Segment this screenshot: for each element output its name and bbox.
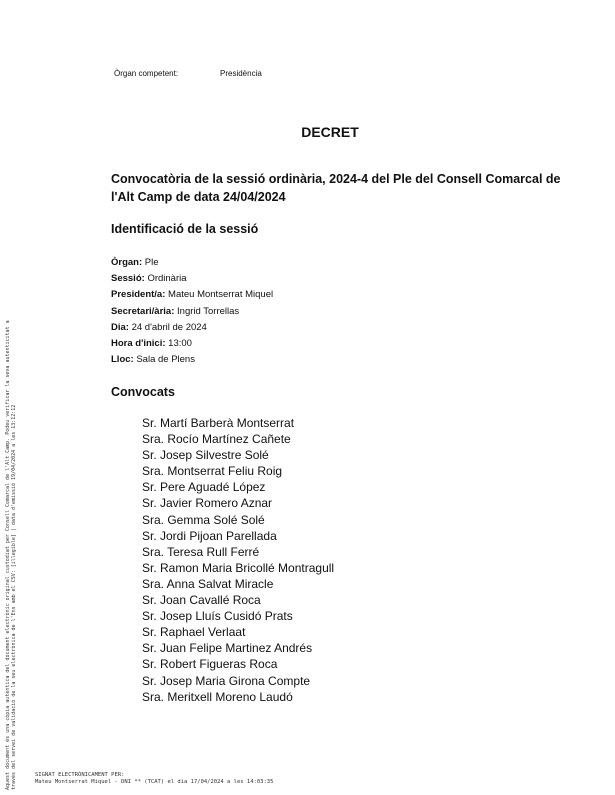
convened-heading: Convocats: [111, 385, 175, 399]
detail-label: Sessió:: [111, 273, 145, 285]
list-item: Sr. Jordi Pijoan Parellada: [142, 528, 277, 543]
detail-label: President/a:: [111, 289, 166, 301]
electronic-signature-footer: [35, 772, 273, 785]
detail-row-organ: [111, 255, 273, 271]
list-item: Sr. Pere Aguadé López: [142, 480, 266, 495]
list-item: Sr. Robert Figueras Roca: [142, 657, 278, 672]
signature-line: Mateu Montserrat Miquel - DNI ** (TCAT) el dia 17/04/2024 a les 14:03:35: [35, 778, 274, 785]
list-item: Sra. Montserrat Feliu Roig: [142, 464, 283, 479]
detail-row-session: [111, 271, 273, 287]
detail-value: Ordinària: [147, 273, 187, 285]
detail-label: Hora d'inici:: [111, 338, 166, 350]
session-details: [111, 255, 273, 368]
detail-row-day: [111, 320, 273, 336]
detail-value: Sala de Plens: [136, 354, 195, 366]
list-item: Sra. Gemma Solé Solé: [142, 512, 265, 527]
detail-label: Lloc:: [111, 354, 134, 366]
list-item: Sra. Anna Salvat Miracle: [142, 576, 274, 591]
signature-line: SIGNAT ELECTRÒNICAMENT PER:: [35, 772, 125, 778]
verification-line: Aquest document és una còpia autèntica del document electrònic original custodiat per Consell Comarcal de l'Alt Camp. Podeu verificar la seva autenticitat a: [5, 320, 11, 790]
detail-value: Ingrid Torrellas: [177, 305, 240, 317]
competent-organ-label: Òrgan competent:: [114, 69, 179, 78]
list-item: Sr. Ramon Maria Bricollé Montragull: [142, 560, 335, 575]
detail-label: Dia:: [111, 321, 129, 333]
list-item: Sr. Josep Lluís Cusidó Prats: [142, 609, 293, 624]
list-item: Sr. Raphael Verlaat: [142, 625, 246, 640]
verification-line: través del servei de validació de la seu electrònica de l'Ens amb el CSV: [illegible] | data d'emissió 19/04/2024 a les 13:12:12: [11, 404, 17, 790]
detail-value: Ple: [144, 257, 159, 268]
detail-label: Secretari/ària:: [111, 305, 175, 317]
list-item: Sr. Juan Felipe Martinez Andrés: [142, 641, 313, 656]
convened-members-list: [142, 415, 334, 705]
list-item: Sr. Josep Silvestre Solé: [142, 448, 269, 463]
competent-organ-value: Presidència: [220, 69, 262, 78]
detail-row-start-time: [111, 336, 273, 352]
list-item: Sra. Meritxell Moreno Laudó: [142, 689, 293, 704]
list-item: Sra. Rocío Martínez Cañete: [142, 432, 291, 447]
detail-value: Mateu Montserrat Miquel: [168, 289, 274, 301]
list-item: Sr. Josep Maria Girona Compte: [142, 673, 311, 688]
detail-value: 13:00: [168, 338, 192, 350]
detail-row-place: [111, 352, 273, 368]
list-item: Sr. Joan Cavallé Roca: [142, 593, 261, 608]
verification-side-text: [5, 320, 17, 790]
document-subject: Convocatòria de la sessió ordinària, 2024-4 del Ple del Consell Comarcal de l'Alt Camp de data 24/04/2024: [111, 172, 561, 204]
detail-row-secretary: [111, 304, 273, 320]
list-item: Sra. Teresa Rull Ferré: [142, 544, 260, 559]
detail-value: 24 d'abril de 2024: [131, 321, 207, 333]
detail-label: Òrgan:: [111, 257, 143, 268]
session-identification-heading: Identificació de la sessió: [111, 222, 259, 236]
list-item: Sr. Javier Romero Aznar: [142, 496, 273, 511]
detail-row-president: [111, 287, 273, 303]
document-title: DECRET: [301, 124, 359, 140]
list-item: Sr. Martí Barberà Montserrat: [142, 416, 295, 430]
